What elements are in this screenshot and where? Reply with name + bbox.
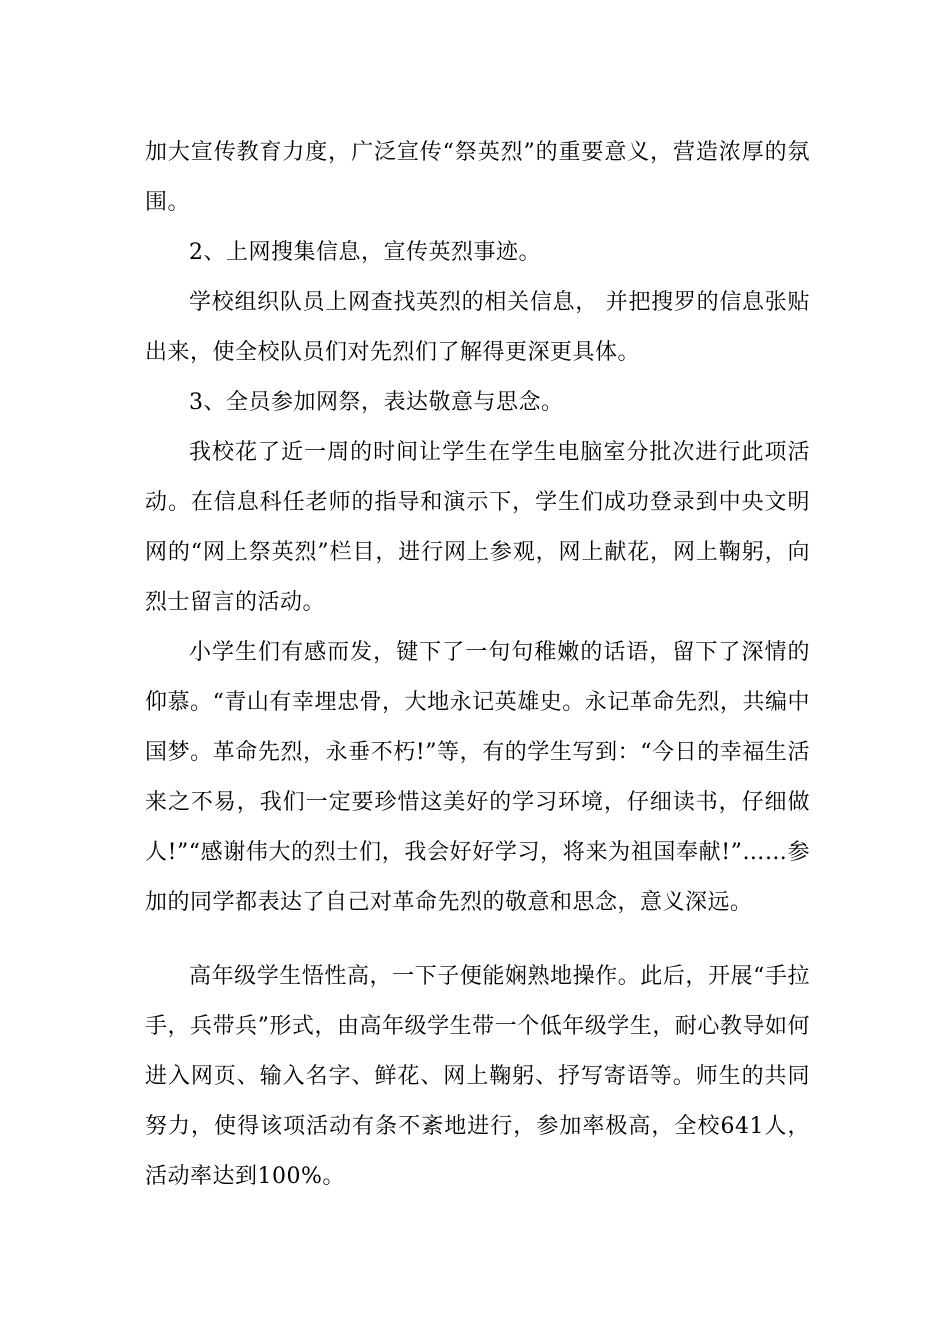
section-heading-3: 3、全员参加网祭，表达敬意与思念。	[189, 390, 564, 415]
paragraph-online-memorial: 我校花了近一周的时间让学生在学生电脑室分批次进行此项活动。在信息科任老师的指导和演示下，学生们成功登录到中央文明网的“网上祭英烈”栏目，进行网上参观，网上献花，网上鞠躬，向烈士留言的活动。	[145, 440, 810, 615]
paragraph-online-search: 学校组织队员上网查找英烈的相关信息， 并把搜罗的信息张贴出来，使全校队员们对先烈们了解得更深更具体。	[145, 290, 810, 365]
paragraph-senior-students: 高年级学生悟性高，一下子便能娴熟地操作。此后，开展“手拉手，兵带兵”形式，由高年级学生带一个低年级学生，耐心教导如何进入网页、输入名字、鲜花、网上鞠躬、抒写寄语等。师生的共同努力，使得该项活动有条不紊地进行，参加率极高，全校641人，活动率达到100%。	[145, 964, 810, 1189]
document-body	[145, 128, 810, 1202]
section-heading-2: 2、上网搜集信息，宣传英烈事迹。	[189, 240, 541, 265]
paragraph-continuation: 加大宣传教育力度，广泛宣传“祭英烈”的重要意义，营造浓厚的氛围。	[145, 140, 810, 215]
paragraph-student-messages: 小学生们有感而发，键下了一句句稚嫩的话语，留下了深情的仰慕。“青山有幸埋忠骨，大地永记英雄史。永记革命先烈，共编中国梦。革命先烈，永垂不朽!”等，有的学生写到：“今日的幸福生活来之不易，我们一定要珍惜这美好的学习环境，仔细读书，仔细做人!”“感谢伟大的烈士们，我会好好学习，将来为祖国奉献!”……参加的同学都表达了自己对革命先烈的敬意和思念，意义深远。	[145, 640, 810, 915]
